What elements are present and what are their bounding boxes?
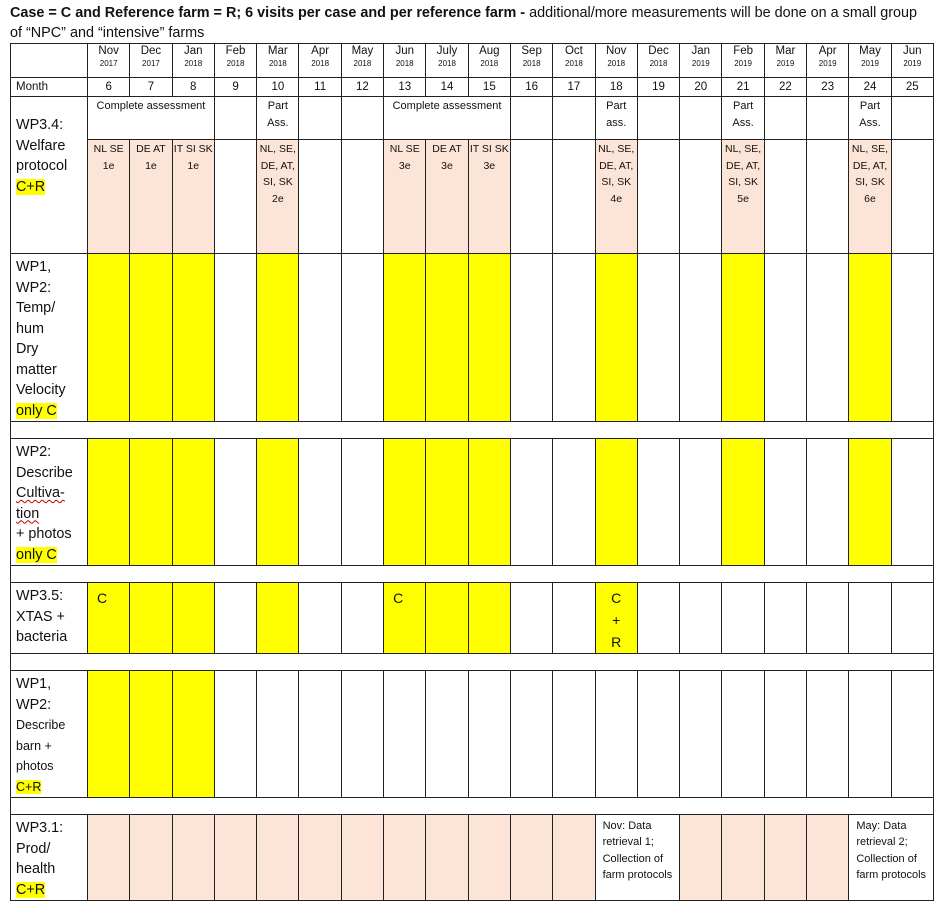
- month-header: Jun 2018: [384, 44, 426, 78]
- wp12-temp-label: WP1, WP2: Temp/ hum Dry matter Velocity only C: [11, 254, 88, 422]
- month-number: 8: [172, 78, 214, 97]
- case-mark: C: [88, 583, 130, 654]
- month-number: 24: [849, 78, 891, 97]
- month-number: 15: [468, 78, 510, 97]
- month-number: 21: [722, 78, 764, 97]
- wp31-label: WP3.1: Prod/ health C+R: [11, 815, 88, 901]
- wp31-row: [11, 815, 934, 901]
- month-number: 7: [130, 78, 172, 97]
- month-number-row: [11, 78, 934, 97]
- wp31-highlight: C+R: [16, 881, 46, 898]
- month-header: Mar 2018: [257, 44, 299, 78]
- assessment-row: [11, 97, 934, 140]
- month-number: 16: [510, 78, 552, 97]
- wp2-cultivation-highlight: only C: [16, 546, 57, 563]
- month-header: Nov 2017: [88, 44, 130, 78]
- wp35-row: [11, 583, 934, 654]
- document-title: [10, 3, 932, 43]
- month-number: 25: [891, 78, 933, 97]
- corner-cell: [11, 44, 88, 78]
- spacer-row: [11, 798, 934, 815]
- month-number: 20: [680, 78, 722, 97]
- assessment-part: Part Ass.: [849, 97, 891, 140]
- wp12-temp-highlight: only C: [16, 402, 57, 419]
- month-number: 18: [595, 78, 637, 97]
- title-rest: additional/more measurements will be done on a small group of “NPC” and “intensive” farms: [10, 5, 918, 41]
- case-ref-mark: C + R: [595, 583, 637, 654]
- month-header: May 2018: [341, 44, 383, 78]
- month-number: 12: [341, 78, 383, 97]
- wp2-cultivation-row: [11, 439, 934, 566]
- welfare-countries: NL, SE, DE, AT, SI, SK 2e: [257, 140, 299, 254]
- month-header: Mar 2019: [764, 44, 806, 78]
- month-number: 6: [88, 78, 130, 97]
- welfare-countries: NL, SE, DE, AT, SI, SK 4e: [595, 140, 637, 254]
- month-number: 17: [553, 78, 595, 97]
- month-header: Aug 2018: [468, 44, 510, 78]
- month-header: Feb 2018: [214, 44, 256, 78]
- spacer-row: [11, 422, 934, 439]
- month-label: Month: [11, 78, 88, 97]
- month-name-row: [11, 44, 934, 78]
- data-retrieval-note: Nov: Data retrieval 1; Collection of farm protocols: [595, 815, 680, 901]
- month-header: Jan 2019: [680, 44, 722, 78]
- month-number: 11: [299, 78, 341, 97]
- case-mark: C: [384, 583, 426, 654]
- month-header: Feb 2019: [722, 44, 764, 78]
- wp34-label: WP3.4: Welfare protocol C+R: [11, 97, 88, 254]
- welfare-countries: NL, SE, DE, AT, SI, SK 5e: [722, 140, 764, 254]
- month-number: 14: [426, 78, 468, 97]
- wp35-label: WP3.5: XTAS + bacteria: [11, 583, 88, 654]
- welfare-row: [11, 140, 934, 254]
- month-header: Apr 2018: [299, 44, 341, 78]
- month-header: Jun 2019: [891, 44, 933, 78]
- month-number: 10: [257, 78, 299, 97]
- welfare-countries: IT SI SK 1e: [172, 140, 214, 254]
- welfare-countries: NL, SE, DE, AT, SI, SK 6e: [849, 140, 891, 254]
- welfare-countries: DE AT 3e: [426, 140, 468, 254]
- month-header: Nov 2018: [595, 44, 637, 78]
- wp12-barn-label: WP1, WP2: Describe barn + photos C+R: [11, 671, 88, 798]
- welfare-countries: NL SE 3e: [384, 140, 426, 254]
- month-number: 23: [807, 78, 849, 97]
- welfare-countries: DE AT 1e: [130, 140, 172, 254]
- month-header: Dec 2018: [637, 44, 679, 78]
- month-header: Oct 2018: [553, 44, 595, 78]
- month-header: Dec 2017: [130, 44, 172, 78]
- welfare-countries: IT SI SK 3e: [468, 140, 510, 254]
- welfare-countries: NL SE 1e: [88, 140, 130, 254]
- assessment-part: Part Ass.: [257, 97, 299, 140]
- spacer-row: [11, 566, 934, 583]
- wp12-temp-row: [11, 254, 934, 422]
- month-number: 13: [384, 78, 426, 97]
- data-retrieval-note: May: Data retrieval 2; Collection of farm protocols: [849, 815, 934, 901]
- wp12-barn-highlight: C+R: [16, 779, 42, 794]
- assessment-complete: Complete assessment: [88, 97, 215, 140]
- wp34-highlight: C+R: [16, 178, 46, 195]
- schedule-table: [10, 43, 934, 901]
- month-number: 22: [764, 78, 806, 97]
- month-header: July 2018: [426, 44, 468, 78]
- title-bold: Case = C and Reference farm = R; 6 visits per case and per reference farm -: [10, 5, 526, 21]
- month-header: Sep 2018: [510, 44, 552, 78]
- month-number: 9: [214, 78, 256, 97]
- month-number: 19: [637, 78, 679, 97]
- wp12-barn-row: [11, 671, 934, 798]
- wp2-cultivation-label: WP2: Describe Cultiva- tion + photos only C: [11, 439, 88, 566]
- month-header: Apr 2019: [807, 44, 849, 78]
- assessment-part: Part Ass.: [722, 97, 764, 140]
- month-header: May 2019: [849, 44, 891, 78]
- month-header: Jan 2018: [172, 44, 214, 78]
- assessment-complete: Complete assessment: [384, 97, 511, 140]
- spacer-row: [11, 654, 934, 671]
- assessment-part: Part ass.: [595, 97, 637, 140]
